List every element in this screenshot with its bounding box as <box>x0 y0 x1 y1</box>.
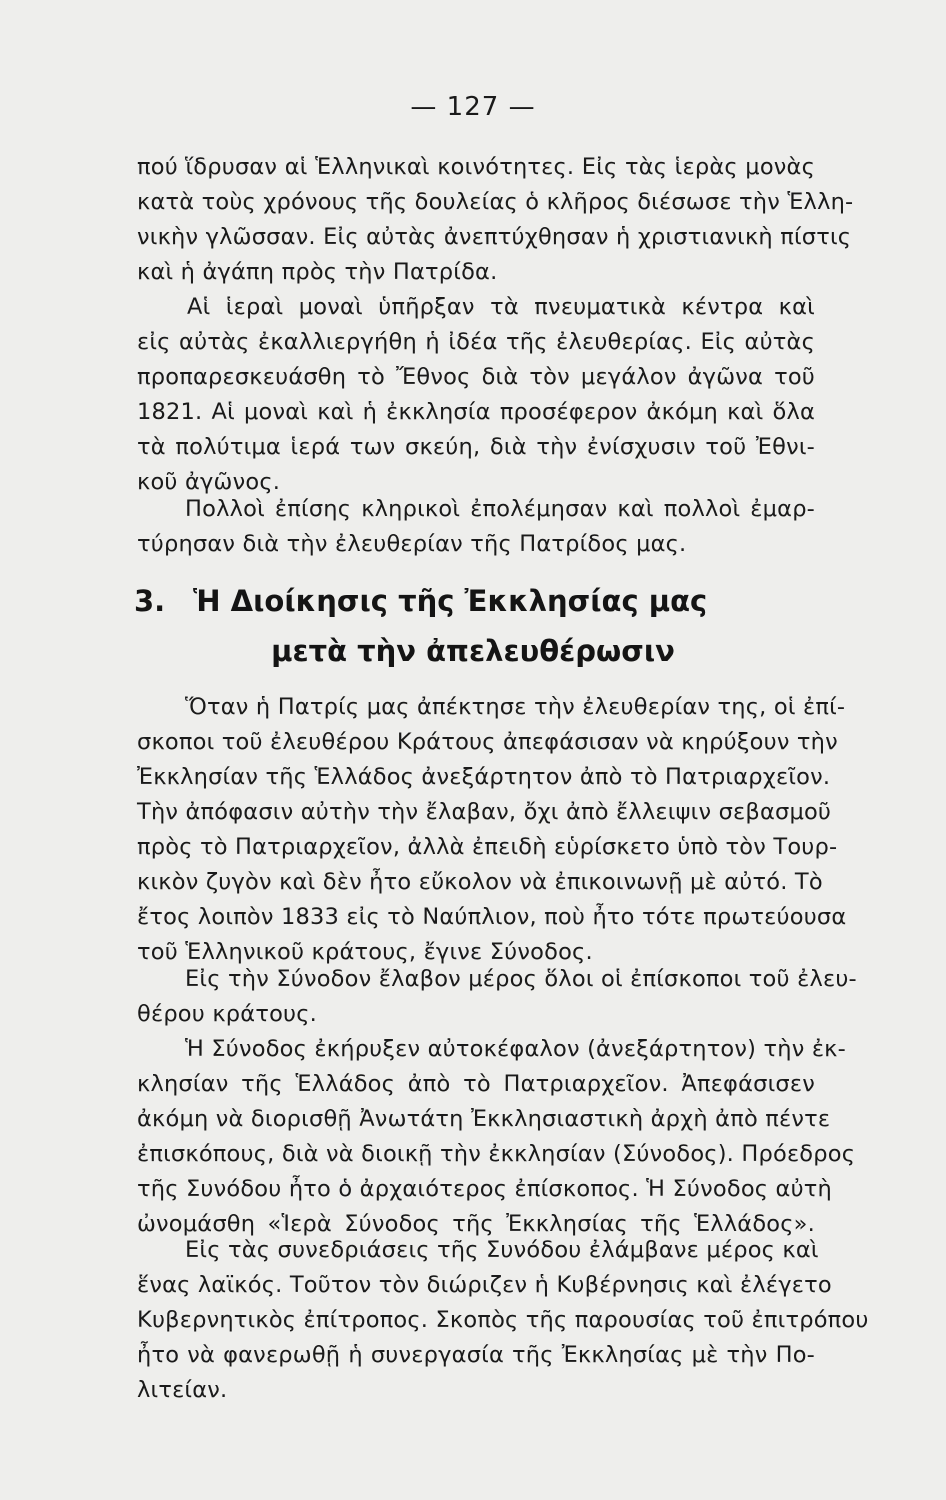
text-line: ἀκόμη νὰ διορισθῇ Ἀνωτάτη Ἐκκλησιαστικὴ ἀρχὴ ἀπὸ πέντε <box>137 1106 831 1132</box>
paragraph-monasteries <box>137 150 854 500</box>
page-number: — 127 — <box>410 92 536 122</box>
text-line: λιτείαν. <box>137 1377 228 1403</box>
paragraph-commissioner <box>137 1233 869 1408</box>
text-line: ὠνομάσθη «Ἱερὰ Σύνοδος τῆς Ἐκκλησίας τῆς Ἑλλάδος». <box>137 1211 815 1237</box>
text-line: Πολλοὶ ἐπίσης κληρικοὶ ἐπολέμησαν καὶ πολλοὶ ἐμαρ- <box>185 496 815 522</box>
text-line: 1821. Αἱ μοναὶ καὶ ἡ ἐκκλησία προσέφερον ἀκόμη καὶ ὅλα <box>137 399 815 425</box>
text-line: πού ἵδρυσαν αἱ Ἑλληνικαὶ κοινότητες. Εἰς τὰς ἱερὰς μονὰς <box>137 154 815 180</box>
section-title-line-2: μετὰ τὴν ἀπελευθέρωσιν <box>271 634 675 668</box>
text-line: Εἰς τὰς συνεδριάσεις τῆς Συνόδου ἐλάμβανε μέρος καὶ <box>185 1237 819 1263</box>
text-line: πρὸς τὸ Πατριαρχεῖον, ἀλλὰ ἐπειδὴ εὑρίσκετο ὑπὸ τὸν Τουρ- <box>137 834 838 860</box>
text-line: τύρησαν διὰ τὴν ἐλευθερίαν τῆς Πατρίδος μας. <box>137 531 687 557</box>
section-title-line-1: Ἡ Διοίκησις τῆς Ἐκκλησίας μας <box>193 584 708 618</box>
text-line: ἦτο νὰ φανερωθῇ ἡ συνεργασία τῆς Ἐκκλησίας μὲ τὴν Πο- <box>137 1342 815 1368</box>
text-line: καὶ ἡ ἀγάπη πρὸς τὴν Πατρίδα. <box>137 259 498 285</box>
paragraph-synod-participants <box>137 962 857 1032</box>
text-line: Ὅταν ἡ Πατρίς μας ἀπέκτησε τὴν ἐλευθερίαν της, οἱ ἐπί- <box>185 694 846 720</box>
paragraph-autocephaly <box>137 1032 856 1242</box>
text-line: θέρου κράτους. <box>137 1001 318 1027</box>
text-line: κικὸν ζυγὸν καὶ δὲν ἦτο εὔκολον νὰ ἐπικοινωνῇ μὲ αὐτό. Τὸ <box>137 869 823 895</box>
section-number: 3. <box>134 584 166 618</box>
text-line: προπαρεσκευάσθη τὸ Ἔθνος διὰ τὸν μεγάλον ἀγῶνα τοῦ <box>137 364 815 390</box>
text-line: εἰς αὐτὰς ἐκαλλιεργήθη ἡ ἰδέα τῆς ἐλευθερίας. Εἰς αὐτὰς <box>137 329 815 355</box>
text-line: τοῦ Ἑλληνικοῦ κράτους, ἔγινε Σύνοδος. <box>137 939 593 965</box>
text-line: Ἐκκλησίαν τῆς Ἑλλάδος ἀνεξάρτητον ἀπὸ τὸ Πατριαρχεῖον. <box>137 764 831 790</box>
text-line: ἐπισκόπους, διὰ νὰ διοικῇ τὴν ἐκκλησίαν (Σύνοδος). Πρόεδρος <box>137 1141 856 1167</box>
text-line: ἕνας λαϊκός. Τοῦτον τὸν διώριζεν ἡ Κυβέρνησις καὶ ἐλέγετο <box>137 1272 832 1298</box>
text-line: νικὴν γλῶσσαν. Εἰς αὐτὰς ἀνεπτύχθησαν ἡ χριστιανικὴ πίστις <box>137 224 852 250</box>
text-line: Κυβερνητικὸς ἐπίτροπος. Σκοπὸς τῆς παρουσίας τοῦ ἐπιτρόπου <box>137 1307 869 1333</box>
text-line: κλησίαν τῆς Ἑλλάδος ἀπὸ τὸ Πατριαρχεῖον. Ἀπεφάσισεν <box>137 1071 815 1097</box>
paragraph-clergy <box>137 492 815 562</box>
text-line: ἔτος λοιπὸν 1833 εἰς τὸ Ναύπλιον, ποὺ ἦτο τότε πρωτεύουσα <box>137 904 847 930</box>
paragraph-independence <box>137 690 847 970</box>
section-heading-continued <box>0 634 946 668</box>
text-line: τὰ πολύτιμα ἱερά των σκεύη, διὰ τὴν ἐνίσχυσιν τοῦ Ἐθνι- <box>137 434 815 460</box>
text-line: Τὴν ἀπόφασιν αὐτὴν τὴν ἔλαβαν, ὄχι ἀπὸ ἔλλειψιν σεβασμοῦ <box>137 799 832 825</box>
text-line: σκοποι τοῦ ἐλευθέρου Κράτους ἀπεφάσισαν νὰ κηρύξουν τὴν <box>137 729 838 755</box>
text-line: κοῦ ἀγῶνος. <box>137 469 281 495</box>
text-line: τῆς Συνόδου ἦτο ὁ ἀρχαιότερος ἐπίσκοπος. Ἡ Σύνοδος αὐτὴ <box>137 1176 833 1202</box>
text-line: κατὰ τοὺς χρόνους τῆς δουλείας ὁ κλῆρος διέσωσε τὴν Ἑλλη- <box>137 189 854 215</box>
text-line: Ἡ Σύνοδος ἐκήρυξεν αὐτοκέφαλον (ἀνεξάρτητον) τὴν ἐκ- <box>185 1036 846 1062</box>
text-line: Αἱ ἱεραὶ μοναὶ ὑπῆρξαν τὰ πνευματικὰ κέντρα καὶ <box>187 294 815 320</box>
text-line: Εἰς τὴν Σύνοδον ἔλαβον μέρος ὅλοι οἱ ἐπίσκοποι τοῦ ἐλευ- <box>185 966 857 992</box>
